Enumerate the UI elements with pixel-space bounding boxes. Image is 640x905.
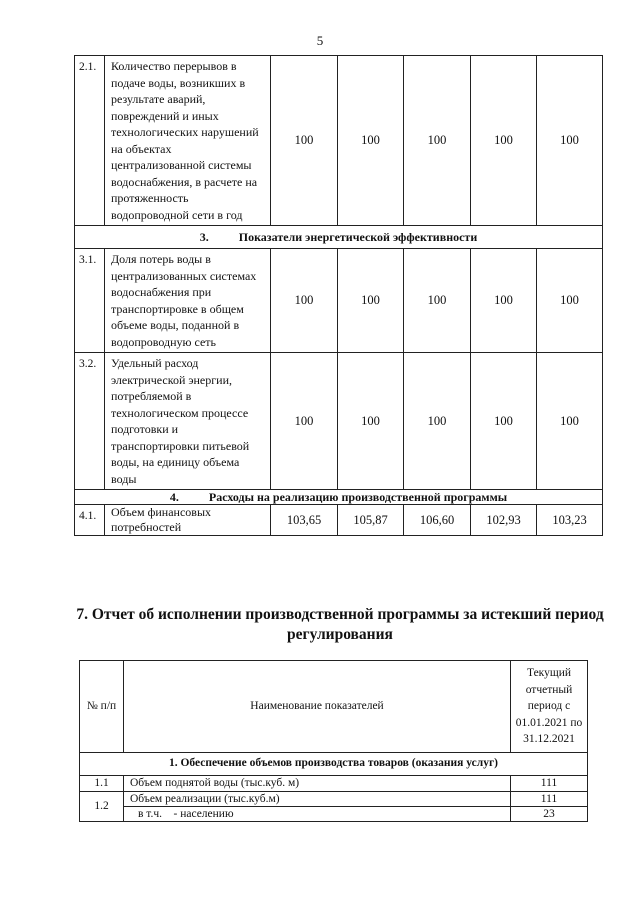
section-number: 4. (169, 490, 179, 504)
indicator-value: 100 (404, 353, 471, 490)
row-number: 4.1. (75, 505, 105, 536)
indicator-value: 103,65 (271, 505, 338, 536)
indicator-name: Количество перерывов в подаче воды, возникших в результате аварий, повреждений и иных технологических нарушений на объектах централизованной системы водоснабжения, в расчете на протяженность водопроводной сети в год (105, 56, 271, 226)
column-header-name: Наименование показателей (124, 661, 511, 753)
table-row (80, 806, 588, 821)
section-row (75, 226, 603, 249)
table-row (75, 56, 603, 226)
indicator-value: 100 (537, 249, 603, 353)
indicator-name: Доля потерь воды в централизованных системах водоснабжения при транспортировке в общем объеме воды, поданной в водопроводную сеть (105, 249, 271, 353)
indicator-value: 100 (471, 249, 537, 353)
indicator-value: 100 (271, 56, 338, 226)
table-row (75, 505, 603, 536)
table-row (80, 791, 588, 806)
indicator-value: 100 (338, 56, 404, 226)
section-title: Показатели энергетической эффективности (238, 229, 478, 244)
section-number: 3. (199, 229, 209, 244)
table-row (75, 353, 603, 490)
indicator-value: 100 (404, 249, 471, 353)
row-number: 2.1. (75, 56, 105, 226)
section-title: Расходы на реализацию производственной программы (208, 490, 508, 504)
indicator-value: 100 (537, 56, 603, 226)
section-row (80, 752, 588, 775)
column-header-period: Текущий отчетный период с 01.01.2021 по 31.12.2021 (511, 661, 588, 753)
row-number: 1.2 (80, 791, 124, 821)
indicator-value: 102,93 (471, 505, 537, 536)
report-table (79, 660, 588, 822)
indicator-value: 111 (511, 775, 588, 791)
table-row (80, 775, 588, 791)
indicator-value: 100 (471, 56, 537, 226)
indicator-value: 105,87 (338, 505, 404, 536)
indicator-value: 100 (537, 353, 603, 490)
indicator-name: Объем реализации (тыс.куб.м) (124, 791, 511, 806)
section-heading: 1. Обеспечение объемов производства товаров (оказания услуг) (80, 752, 588, 775)
page-number: 5 (316, 33, 324, 48)
indicators-table (74, 55, 603, 536)
row-number: 1.1 (80, 775, 124, 791)
column-header-number: № п/п (80, 661, 124, 753)
section-heading (75, 226, 603, 249)
indicator-name: Объем финансовых потребностей (105, 505, 271, 536)
indicator-value: 23 (511, 806, 588, 821)
row-number: 3.1. (75, 249, 105, 353)
indicator-value: 100 (338, 353, 404, 490)
indicator-value: 100 (338, 249, 404, 353)
indicator-name: Удельный расход электрической энергии, потребляемой в технологическом процессе подготовки и транспортировки питьевой воды, на единицу объема воды (105, 353, 271, 490)
section-heading (75, 490, 603, 505)
indicator-value: 100 (271, 249, 338, 353)
indicator-value: 103,23 (537, 505, 603, 536)
table-row (75, 249, 603, 353)
indicator-name: Объем поднятой воды (тыс.куб. м) (124, 775, 511, 791)
indicator-value: 100 (471, 353, 537, 490)
section-row (75, 490, 603, 505)
row-number: 3.2. (75, 353, 105, 490)
header-row (80, 661, 588, 753)
indicator-value: 111 (511, 791, 588, 806)
indicator-value: 106,60 (404, 505, 471, 536)
indicator-value: 100 (271, 353, 338, 490)
indicator-value: 100 (404, 56, 471, 226)
section-title-report: 7. Отчет об исполнении производственной программы за истекший период регулирования (76, 606, 604, 643)
indicator-name: в т.ч. - населению (124, 806, 511, 821)
